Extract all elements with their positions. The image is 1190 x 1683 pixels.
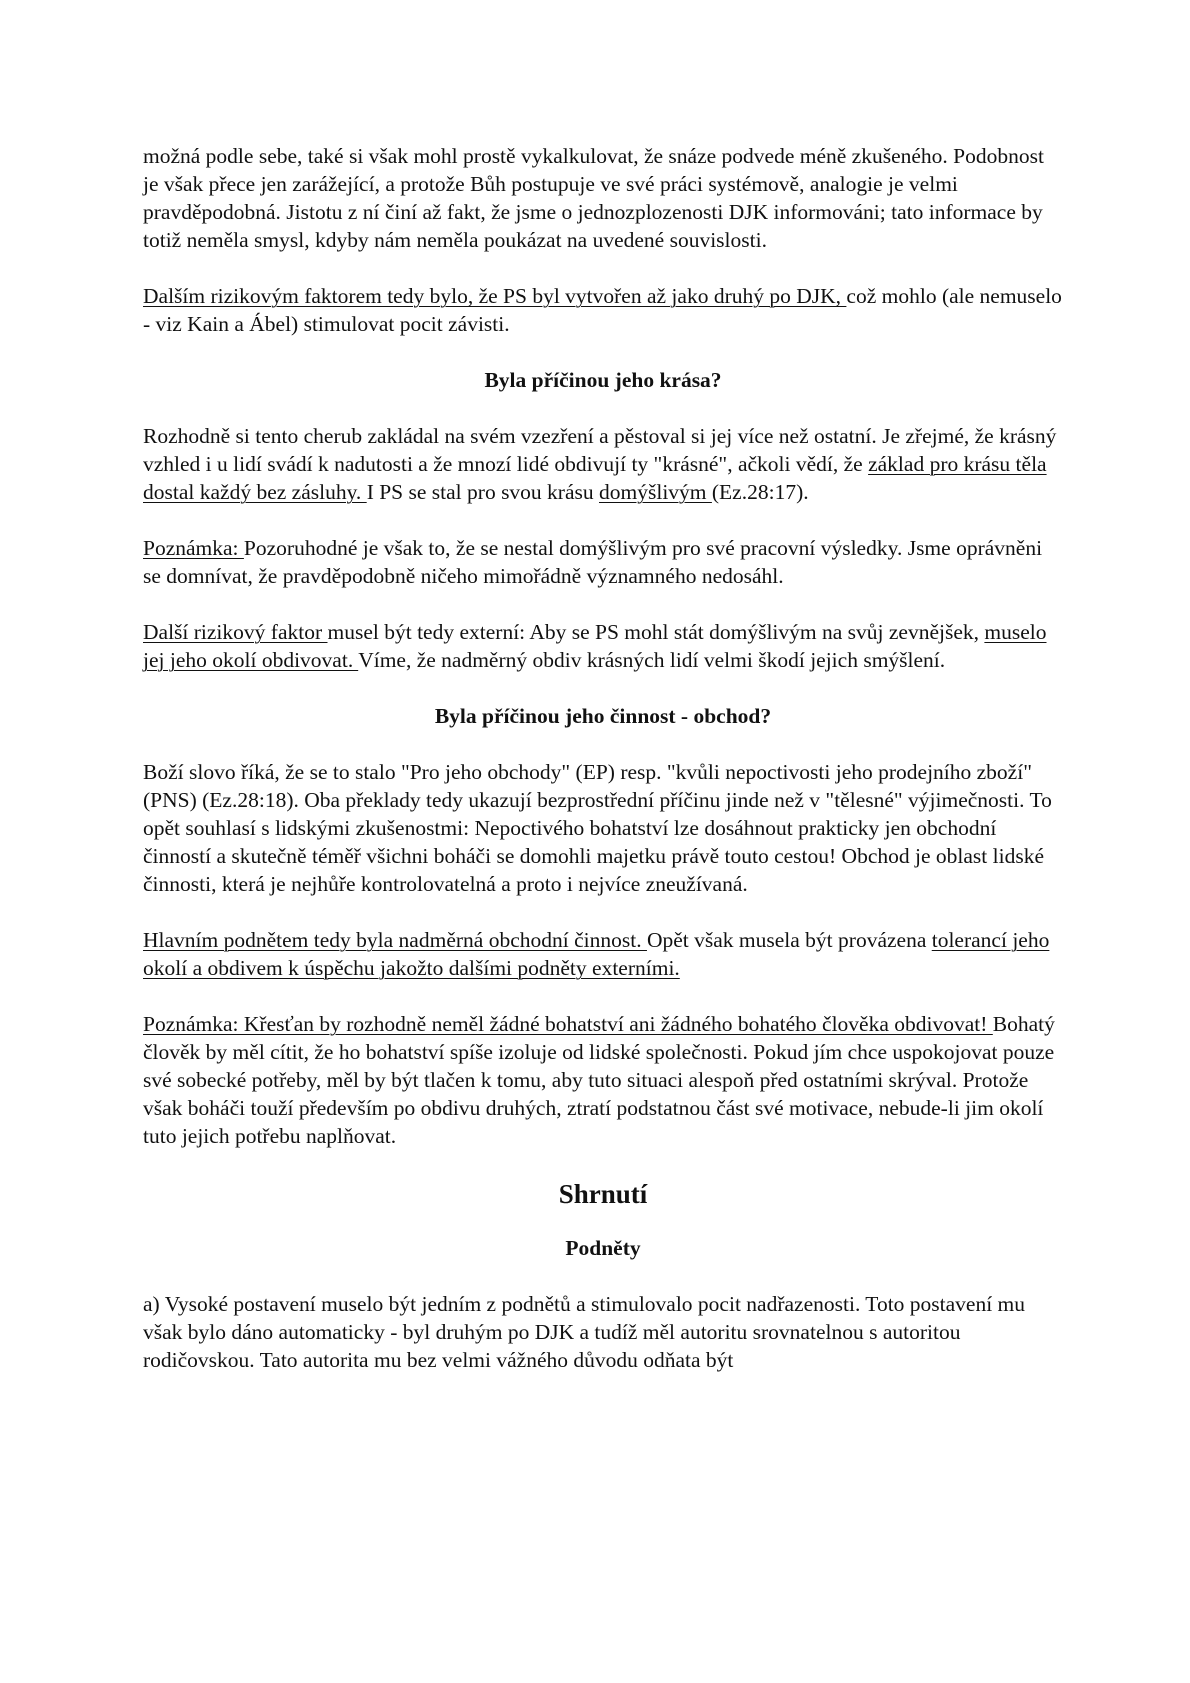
paragraph-text: Pozoruhodné je však to, že se nestal domýšlivým pro své pracovní výsledky. Jsme oprávněni se domnívat, že pravděpodobně ničeho mimořádně významného nedosáhl.: [143, 536, 1043, 588]
underlined-text: Dalším rizikovým faktorem tedy bylo, že PS byl vytvořen až jako druhý po DJK,: [143, 284, 847, 308]
paragraph-9: [143, 1290, 1063, 1374]
paragraph-8: [143, 1010, 1063, 1150]
paragraph-text: a) Vysoké postavení muselo být jedním z podnětů a stimulovalo pocit nadřazenosti. Toto postavení mu však bylo dáno automaticky - byl druhým po DJK a tudíž měl autoritu srovnatelnou s autoritou rodičovskou. Tato autorita mu bez velmi vážného důvodu odňata být: [143, 1292, 1026, 1372]
paragraph-text: Boží slovo říká, že se to stalo "Pro jeho obchody" (EP) resp. "kvůli nepoctivosti jeho prodejního zboží" (PNS) (Ez.28:18). Oba překlady tedy ukazují bezprostřední příčinu jinde než v "tělesné" výjimečnosti. To opět souhlasí s lidskými zkušenostmi: Nepoctivého bohatství lze dosáhnout prakticky jen obchodní činností a skutečně téměř všichni boháči se domohli majetku právě touto cestou! Obchod je oblast lidské činnosti, která je nejhůře kontrolovatelná a proto i nejvíce zneužívaná.: [143, 760, 1052, 896]
section-title: Shrnutí: [558, 1179, 648, 1209]
paragraph-text: musel být tedy externí: Aby se PS mohl stát domýšlivým na svůj zevnějšek,: [327, 620, 985, 644]
note-label: Poznámka:: [143, 536, 244, 560]
paragraph-text: Rozhodně si tento cherub zakládal na svém vzezření a pěstoval si jej více než ostatní. Je zřejmé, že krásný vzhled i u lidí svádí k nadutosti a že mnozí lidé obdivují ty "krásné", ačkoli vědí, že: [143, 424, 1057, 476]
heading-beauty: Byla příčinou jeho krása?: [484, 368, 722, 392]
underlined-text: tolerancí jeho okolí a obdivem k úspěchu jakožto dalšími podněty externími.: [143, 928, 1050, 980]
paragraph-5: [143, 618, 1063, 674]
paragraph-6: [143, 758, 1063, 898]
subsection-title: Podněty: [565, 1236, 641, 1260]
paragraph-text: což mohlo (ale nemuselo - viz Kain a Ábel) stimulovat pocit závisti.: [143, 284, 1062, 336]
paragraph-text: Opět však musela být provázena: [646, 928, 932, 952]
underlined-text: Hlavním podnětem tedy byla nadměrná obchodní činnost.: [143, 928, 647, 952]
paragraph-text: možná podle sebe, také si však mohl prostě vykalkulovat, že snáze podvede méně zkušeného. Podobnost je však přece jen zarážející, a protože Bůh postupuje ve své práci systémově, analogie je velmi pravděpodobná. Jistotu z ní činí až fakt, že jsme o jednozplozenosti DJK informováni; tato informace by totiž neměla smysl, kdyby nám neměla poukázat na uvedené souvislosti.: [143, 144, 1044, 252]
paragraph-text: Bohatý člověk by měl cítit, že ho bohatství spíše izoluje od lidské společnosti. Pokud jím chce uspokojovat pouze své sobecké potřeby, měl by být tlačen k tomu, aby tuto situaci alespoň před ostatními skrýval. Protože však boháči touží především po obdivu druhých, ztratí podstatnou část své motivace, nebude-li jim okolí tuto jejich potřebu naplňovat.: [143, 1012, 1055, 1148]
paragraph-2: [143, 282, 1063, 338]
document-page: [143, 142, 1063, 1402]
paragraph-3: [143, 422, 1063, 506]
paragraph-4: [143, 534, 1063, 590]
paragraph-text: I PS se stal pro svou krásu: [366, 480, 599, 504]
underlined-text: muselo jej jeho okolí obdivovat.: [143, 620, 1047, 672]
paragraph-text: (Ez.28:17).: [711, 480, 809, 504]
paragraph-1: [143, 142, 1063, 254]
underlined-text: domýšlivým: [599, 480, 712, 504]
paragraph-7: [143, 926, 1063, 982]
underlined-text: Další rizikový faktor: [143, 620, 328, 644]
heading-trade: Byla příčinou jeho činnost - obchod?: [434, 704, 772, 728]
underlined-text: Poznámka: Křesťan by rozhodně neměl žádné bohatství ani žádného bohatého člověka obdivovat!: [143, 1012, 993, 1036]
underlined-text: základ pro krásu těla dostal každý bez zásluhy.: [143, 452, 1047, 504]
paragraph-text: Víme, že nadměrný obdiv krásných lidí velmi škodí jejich smýšlení.: [358, 648, 946, 672]
